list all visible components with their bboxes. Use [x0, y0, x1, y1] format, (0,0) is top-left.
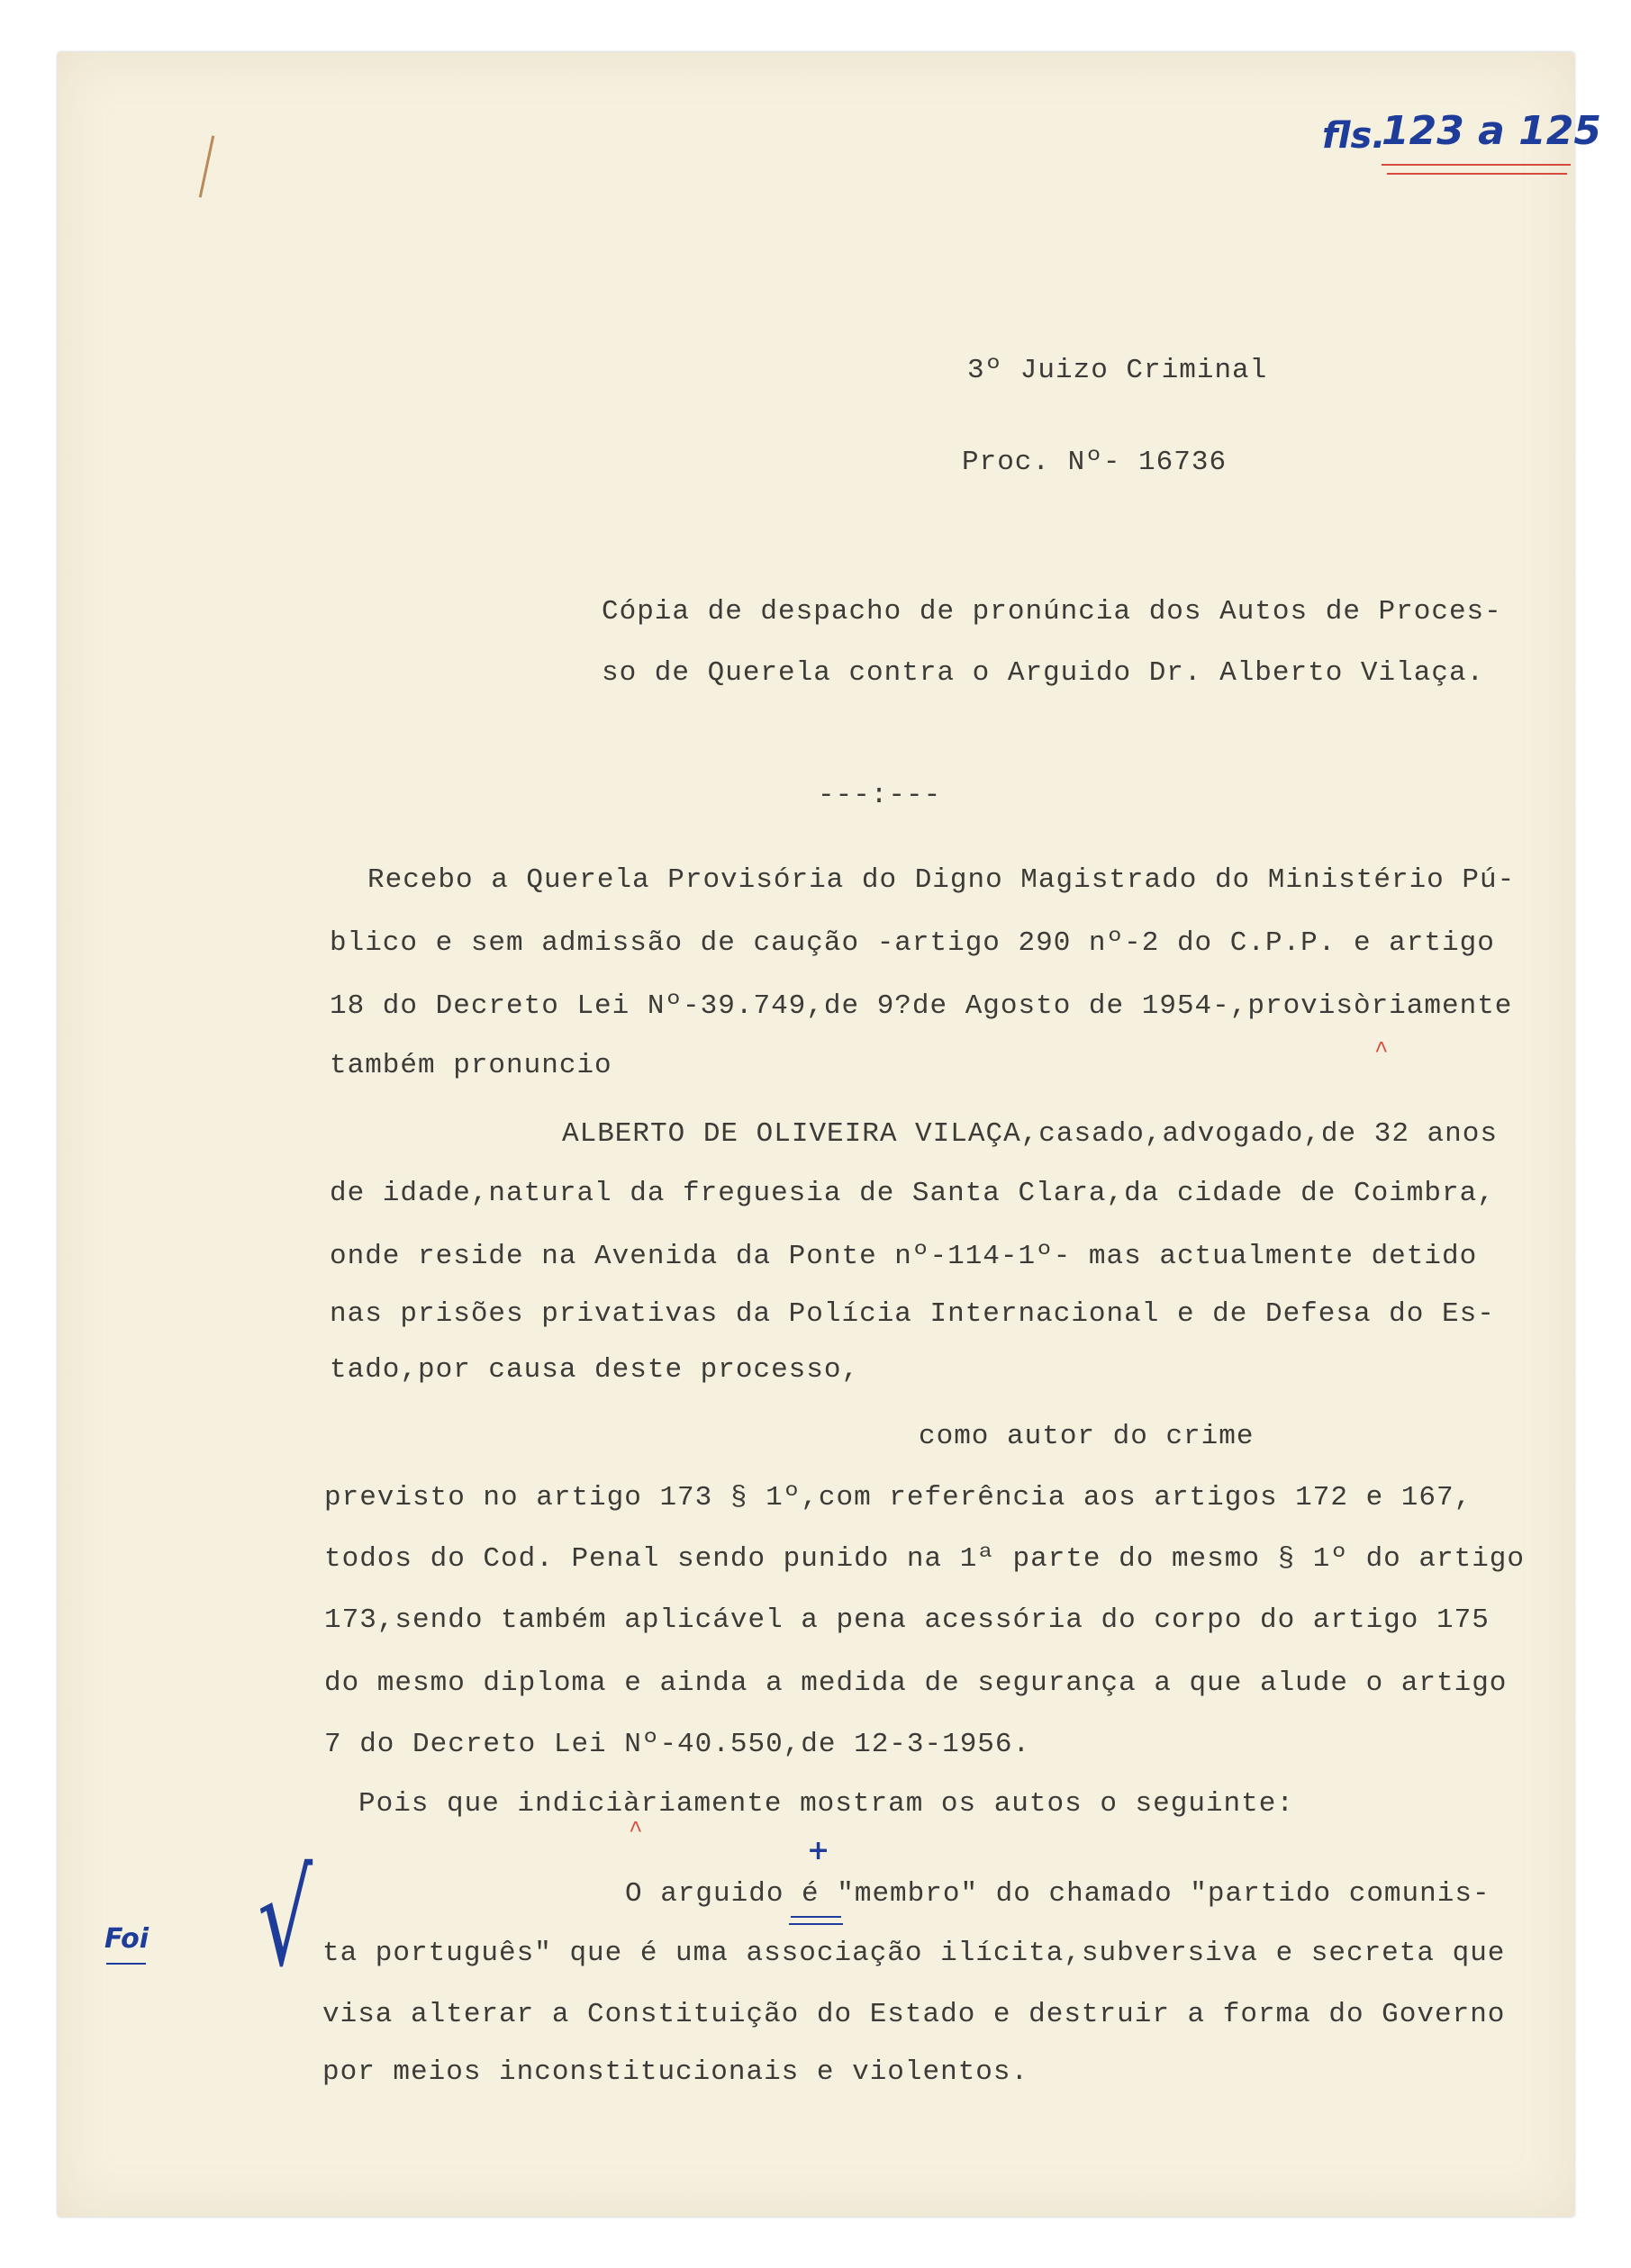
caret-mark-icon: ^	[629, 1817, 643, 1844]
process-number: Proc. Nº- 16736	[962, 447, 1228, 478]
body-line: 18 do Decreto Lei Nº-39.749,de 9?de Agosto de 1954-,provisòriamente	[330, 990, 1513, 1022]
body-line: Recebo a Querela Provisória do Digno Magistrado do Ministério Pú-	[367, 864, 1516, 896]
court-heading: 3º Juizo Criminal	[967, 355, 1268, 386]
body-line: onde reside na Avenida da Ponte nº-114-1º- mas actualmente detido	[330, 1241, 1478, 1272]
word-underline	[791, 1916, 841, 1918]
body-line: por meios inconstitucionais e violentos.	[322, 2056, 1029, 2088]
check-mark-icon: √	[258, 1844, 313, 1995]
plus-mark-icon: +	[807, 1835, 830, 1866]
title-line-2: so de Querela contra o Arguido Dr. Alberto Vilaça.	[602, 657, 1485, 689]
separator: ---:---	[818, 780, 942, 811]
body-line: 173,sendo também aplicável a pena acessória do corpo do artigo 175	[324, 1604, 1490, 1636]
body-line: de idade,natural da freguesia de Santa Clara,da cidade de Coimbra,	[330, 1178, 1495, 1209]
title-line-1: Cópia de despacho de pronúncia dos Autos de Proces-	[602, 596, 1502, 628]
body-line: nas prisões privativas da Polícia Internacional e de Defesa do Es-	[330, 1298, 1495, 1330]
caret-mark-icon: ^	[1374, 1037, 1389, 1064]
body-line: também pronuncio	[330, 1050, 612, 1081]
body-line: ALBERTO DE OLIVEIRA VILAÇA,casado,advogado,de 32 anos	[562, 1118, 1498, 1150]
margin-underline	[106, 1963, 146, 1965]
body-line: Pois que indiciàriamente mostram os autos o seguinte:	[358, 1788, 1294, 1820]
body-line: 7 do Decreto Lei Nº-40.550,de 12-3-1956.	[324, 1729, 1031, 1760]
body-line: previsto no artigo 173 § 1º,com referência aos artigos 172 e 167,	[324, 1482, 1472, 1514]
body-line: ta português" que é uma associação ilícita,subversiva e secreta que	[322, 1938, 1506, 1969]
folio-underline-2	[1387, 173, 1567, 175]
body-line: todos do Cod. Penal sendo punido na 1ª parte do mesmo § 1º do artigo	[324, 1543, 1526, 1575]
body-line: tado,por causa deste processo,	[330, 1354, 860, 1386]
body-line: visa alterar a Constituição do Estado e destruir a forma do Governo	[322, 1999, 1506, 2030]
folio-range: 123 a 125	[1382, 108, 1602, 154]
word-underline-2	[789, 1923, 843, 1925]
folio-prefix: fls.	[1322, 115, 1386, 157]
folio-underline	[1382, 164, 1571, 166]
margin-note: Foi	[104, 1923, 150, 1955]
body-line: do mesmo diploma e ainda a medida de segurança a que alude o artigo	[324, 1667, 1508, 1699]
body-line: O arguido é "membro" do chamado "partido comunis-	[625, 1878, 1491, 1910]
body-line: como autor do crime	[919, 1421, 1255, 1452]
body-line: blico e sem admissão de caução -artigo 290 nº-2 do C.P.P. e artigo	[330, 927, 1495, 959]
